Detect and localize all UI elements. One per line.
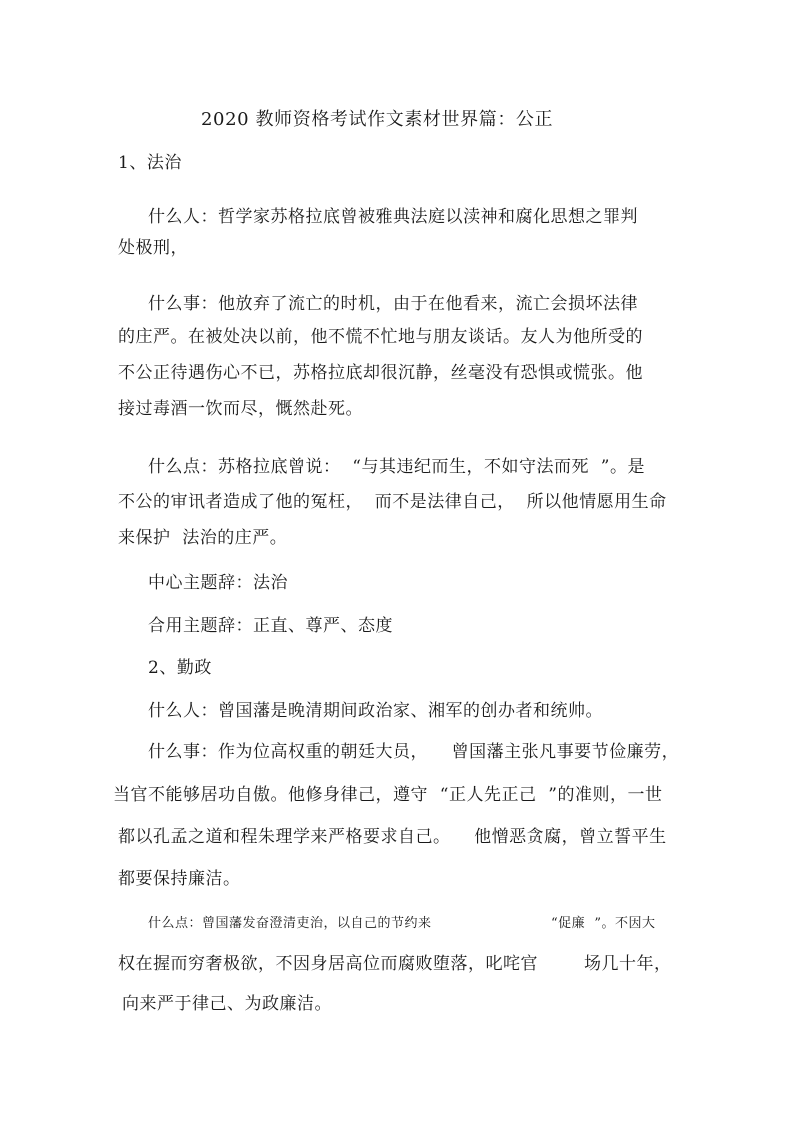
paragraph-line: 处极刑， bbox=[118, 238, 188, 258]
paragraph-line: 向来严于律己、为政廉洁。 bbox=[122, 994, 332, 1014]
paragraph-line: 来保护 法治的庄严。 bbox=[118, 528, 288, 548]
section-heading: 2、勤政 bbox=[148, 658, 212, 678]
paragraph-line: 场几十年， bbox=[584, 954, 672, 974]
paragraph-line: 什么人：曾国藩是晚清期间政治家、湘军的创办者和统帅。 bbox=[148, 701, 603, 721]
applicable-themes: 合用主题辞：正直、尊严、态度 bbox=[148, 616, 393, 636]
paragraph-line: 什么点：苏格拉底曾说： “与其违纪而生，不如守法而死 ”。是 bbox=[148, 457, 645, 477]
paragraph-line: 当官不能够居功自傲。他修身律己，遵守 “正人先正己 ”的准则，一世 bbox=[113, 785, 663, 805]
main-theme: 中心主题辞：法治 bbox=[148, 573, 288, 593]
document-title: 2020 教师资格考试作文素材世界篇：公正 bbox=[201, 109, 554, 130]
paragraph-line: 不公的审讯者造成了他的冤枉， 而不是法律自己， 所以他情愿用生命 bbox=[118, 492, 667, 512]
paragraph-line-small-quote: “促廉 ”。不因大 bbox=[551, 916, 656, 931]
paragraph-line: 什么人：哲学家苏格拉底曾被雅典法庭以渎神和腐化思想之罪判 bbox=[148, 207, 638, 227]
paragraph-line: 接过毒酒一饮而尽，慨然赴死。 bbox=[118, 399, 363, 419]
paragraph-line: 的庄严。在被处决以前，他不慌不忙地与朋友谈话。友人为他所受的 bbox=[118, 327, 643, 347]
paragraph-line: 都以孔孟之道和程朱理学来严格要求自己。 他憎恶贪腐，曾立誓平生 bbox=[118, 827, 667, 847]
paragraph-line-small: 什么点：曾国藩发奋澄清吏治，以自己的节约来 bbox=[148, 916, 432, 931]
paragraph-line: 不公正待遇伤心不已，苏格拉底却很沉静，丝毫没有恐惧或慌张。他 bbox=[118, 363, 643, 383]
paragraph-line: 权在握而穷奢极欲，不因身居高位而腐败堕落，叱咤官 bbox=[118, 954, 538, 974]
paragraph-line: 什么事：他放弃了流亡的时机，由于在他看来，流亡会损坏法律 bbox=[148, 294, 638, 314]
section-heading: 1、法治 bbox=[118, 153, 182, 173]
paragraph-line: 都要保持廉洁。 bbox=[118, 869, 241, 889]
paragraph-line: 什么事：作为位高权重的朝廷大员， 曾国藩主张凡事要节俭廉劳， bbox=[148, 742, 680, 762]
